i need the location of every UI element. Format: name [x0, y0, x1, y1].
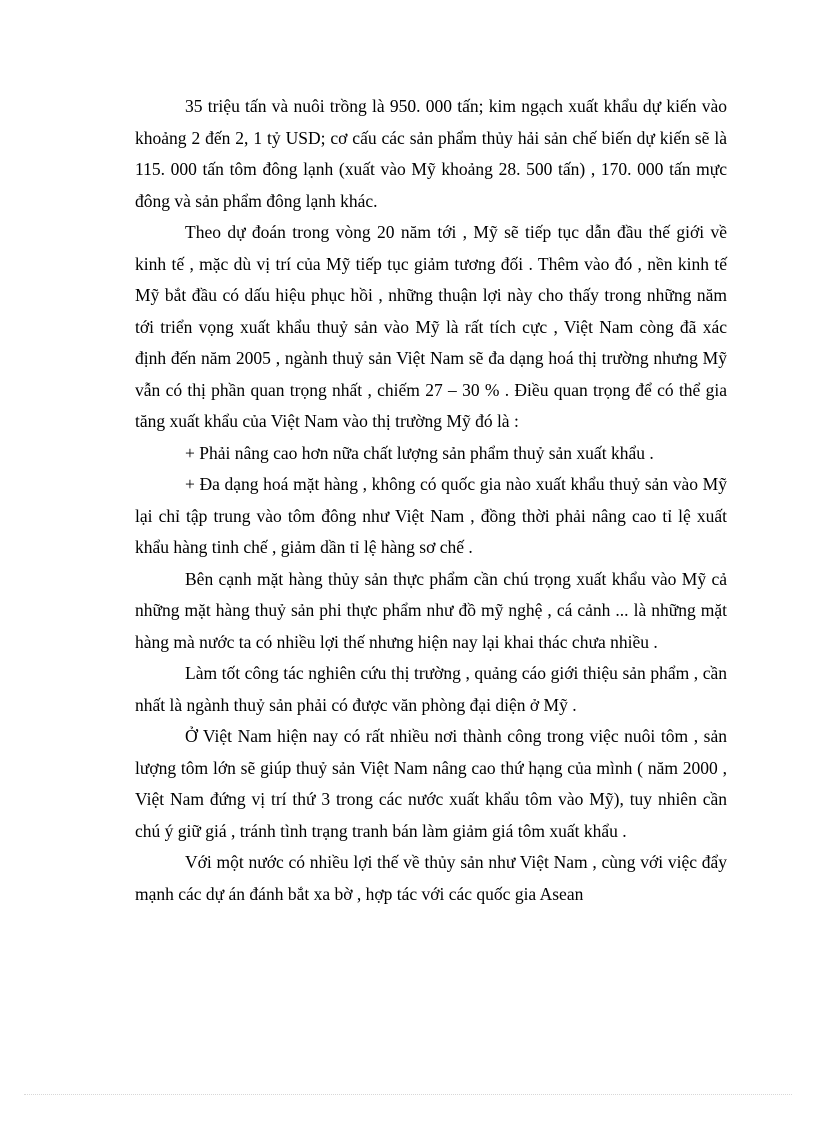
paragraph-advantages: Với một nước có nhiều lợi thế về thủy sản như Việt Nam , cùng với việc đẩy mạnh các dự án đánh bắt xa bờ , hợp tác với các quốc gia Asean	[135, 852, 727, 904]
paragraph-non-food: Bên cạnh mặt hàng thủy sản thực phẩm cần chú trọng xuất khẩu vào Mỹ cả những mặt hàng thuỷ sản phi thực phẩm như đồ mỹ nghệ , cá cảnh ... là những mặt hàng mà nước ta có nhiều lợi thế nhưng hiện nay lại khai thác chưa nhiều .	[135, 568, 727, 652]
paragraph-market-research: Làm tốt công tác nghiên cứu thị trường , quảng cáo giới thiệu sản phẩm , cần nhất là ngành thuỷ sản phải có được văn phòng đại diện ở Mỹ .	[135, 663, 727, 715]
paragraph-shrimp: Ở Việt Nam hiện nay có rất nhiều nơi thành công trong việc nuôi tôm , sản lượng tôm lớn sẽ giúp thuỷ sản Việt Nam nâng cao thứ hạng của mình ( năm 2000 , Việt Nam đứng vị trí thứ 3 trong các nước xuất khẩu tôm vào Mỹ), tuy nhiên cần chú ý giữ giá , tránh tình trạng tranh bán làm giảm giá tôm xuất khẩu .	[135, 726, 727, 841]
document-page	[135, 91, 727, 910]
paragraph-2: Theo dự đoán trong vòng 20 năm tới , Mỹ sẽ tiếp tục dẫn đầu thế giới về kinh tế , mặc dù vị trí của Mỹ tiếp tục giảm tương đối . Thêm vào đó , nền kinh tế Mỹ bắt đầu có dấu hiệu phục hồi , những thuận lợi này cho thấy trong những năm tới triển vọng xuất khẩu thuỷ sản vào Mỹ là rất tích cực , Việt Nam còng đã xác định đến năm 2005 , ngành thuỷ sản Việt Nam sẽ đa dạng hoá thị trường nhưng Mỹ vẫn có thị phần quan trọng nhất , chiếm 27 – 30 % . Điều quan trọng để có thể gia tăng xuất khẩu của Việt Nam vào thị trường Mỹ đó là :	[135, 222, 727, 431]
paragraph-1: 35 triệu tấn và nuôi trồng là 950. 000 tấn; kim ngạch xuất khẩu dự kiến vào khoảng 2 đến 2, 1 tỷ USD; cơ cấu các sản phẩm thủy hải sản chế biến dự kiến sẽ là 115. 000 tấn tôm đông lạnh (xuất vào Mỹ khoảng 28. 500 tấn) , 170. 000 tấn mực đông và sản phẩm đông lạnh khác.	[135, 96, 727, 211]
bullet-quality: + Phải nâng cao hơn nữa chất lượng sản phẩm thuỷ sản xuất khẩu .	[185, 442, 654, 463]
bullet-diversify: + Đa dạng hoá mặt hàng , không có quốc gia nào xuất khẩu thuỷ sản vào Mỹ lại chỉ tập trung vào tôm đông như Việt Nam , đồng thời phải nâng cao tỉ lệ xuất khẩu hàng tinh chế , giảm dần tỉ lệ hàng sơ chế .	[135, 474, 727, 557]
page-bottom-rule	[24, 1094, 792, 1095]
